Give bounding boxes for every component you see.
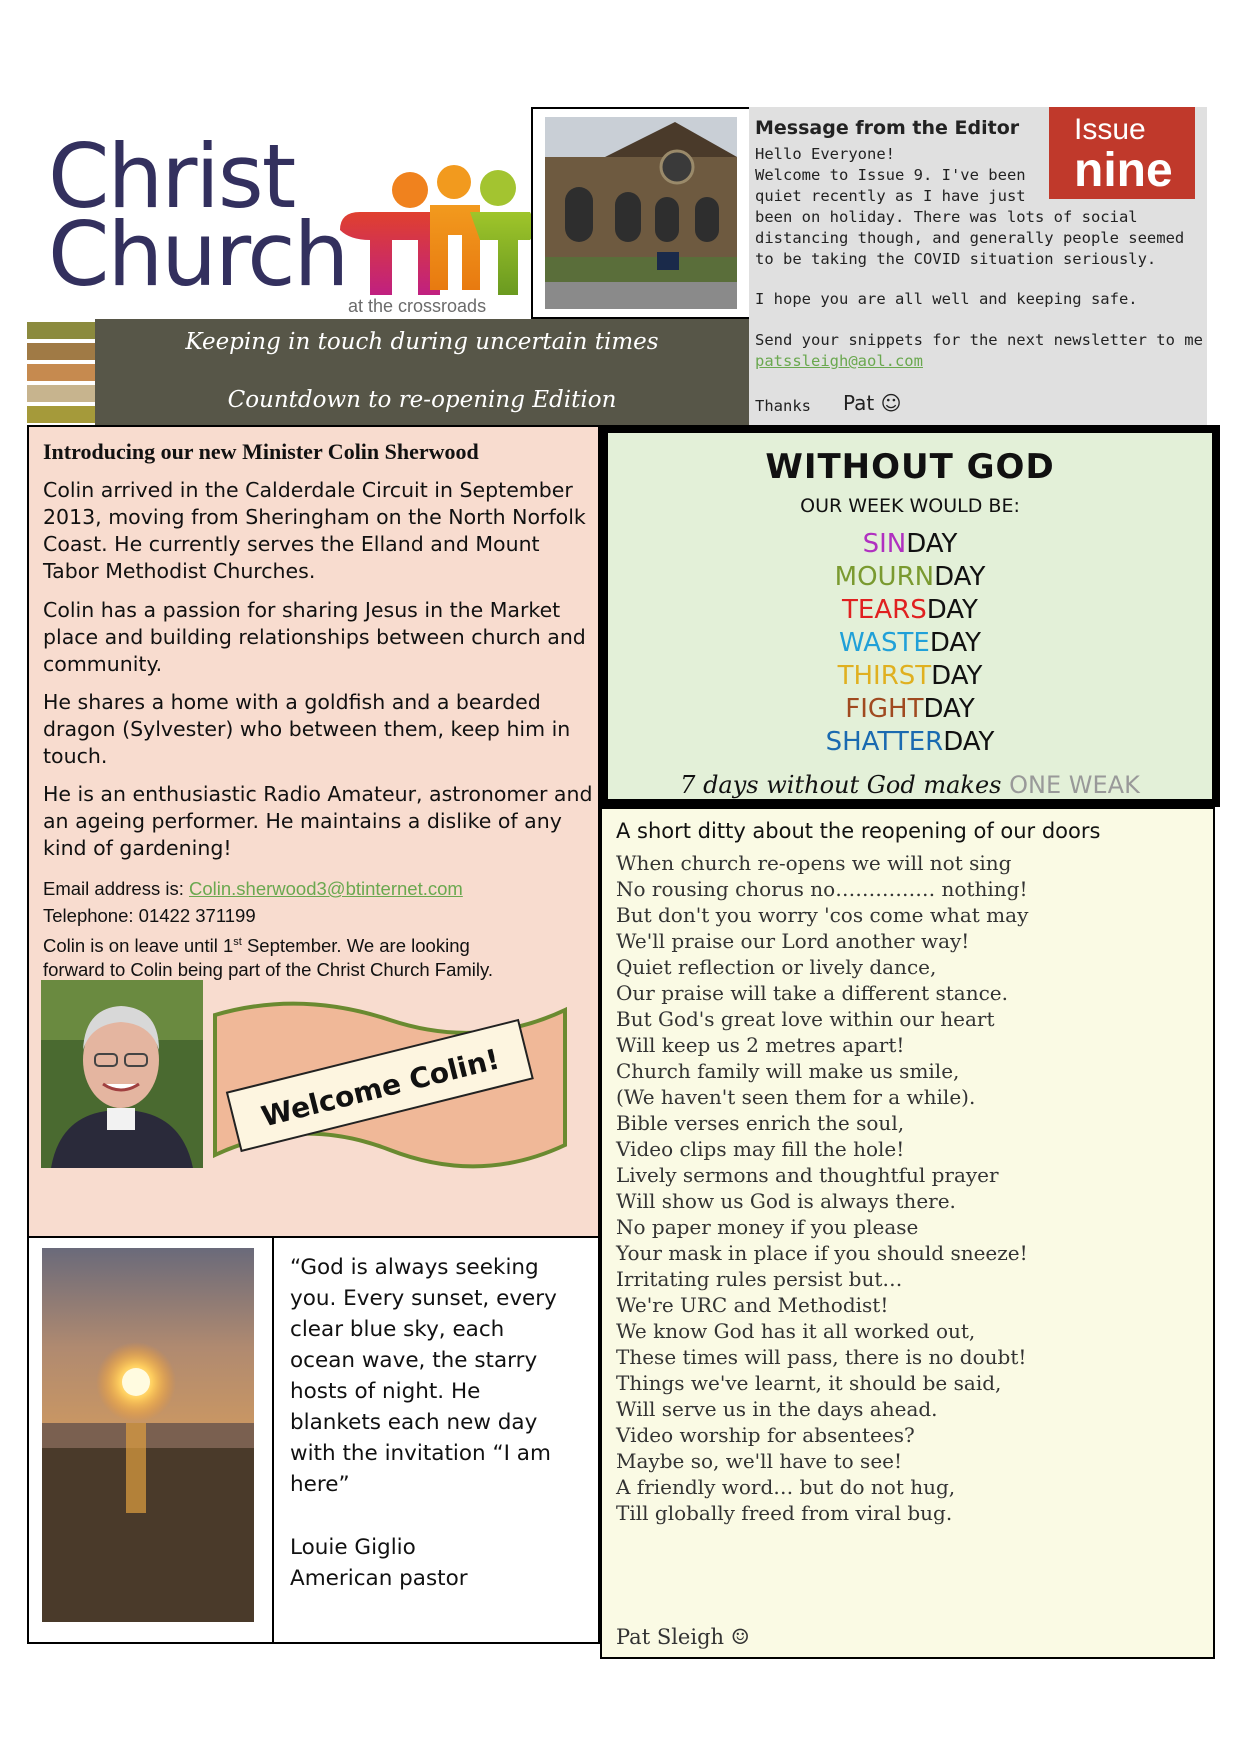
minister-telephone: Telephone: 01422 371199 bbox=[43, 905, 256, 926]
poem-signature: Pat Sleigh ☺ bbox=[616, 1625, 750, 1649]
minister-email-link[interactable]: Colin.sherwood3@btinternet.com bbox=[189, 878, 463, 899]
quote-text bbox=[290, 1252, 590, 1500]
quote-line: here” bbox=[290, 1472, 350, 1497]
quote-author: Louie Giglio bbox=[290, 1535, 416, 1560]
editor-line: to be taking the COVID situation seriously. bbox=[755, 250, 1157, 268]
quote-divider bbox=[272, 1238, 274, 1644]
editor-line: Send your snippets for the next newsletter to me bbox=[755, 331, 1203, 349]
editor-line: been on holiday. There was lots of social bbox=[755, 208, 1138, 226]
poem-title: A short ditty about the reopening of our doors bbox=[616, 819, 1101, 843]
logo-people-icon bbox=[330, 160, 540, 295]
poem-line: Till globally freed from viral bug. bbox=[616, 1501, 953, 1525]
without-god-footer: 7 days without God makes ONE WEAK bbox=[680, 771, 1140, 799]
issue-number: nine bbox=[1074, 144, 1173, 197]
editor-thanks: Thanks bbox=[755, 397, 811, 415]
issue-label: Issue bbox=[1074, 113, 1146, 146]
editor-line: Welcome to Issue 9. I've been bbox=[755, 166, 1026, 184]
editor-email-link[interactable]: patssleigh@aol.com bbox=[755, 352, 923, 370]
poem-line: Our praise will take a different stance. bbox=[616, 981, 1008, 1005]
color-swatch bbox=[27, 385, 95, 402]
logo-wordmark bbox=[48, 125, 348, 306]
minister-paragraph: He is an enthusiastic Radio Amateur, astronomer and an ageing performer. He maintains a dislike of any kind of gardening! bbox=[43, 782, 593, 860]
poem-line: Video worship for absentees? bbox=[616, 1423, 915, 1447]
poem-line: We're URC and Methodist! bbox=[616, 1293, 889, 1317]
minister-email-line bbox=[43, 875, 463, 902]
editor-signoff: Pat ☺ bbox=[843, 391, 902, 415]
editor-line: Hello Everyone! bbox=[755, 145, 895, 163]
poem-line: Quiet reflection or lively dance, bbox=[616, 955, 937, 979]
quote-line: you. Every sunset, every bbox=[290, 1286, 557, 1311]
color-swatch bbox=[27, 343, 95, 360]
edition-banner bbox=[95, 319, 749, 425]
sunset-photo bbox=[42, 1248, 254, 1622]
issue-badge bbox=[1049, 107, 1195, 199]
banner-tagline: Keeping in touch during uncertain times bbox=[185, 329, 659, 355]
church-photo bbox=[531, 107, 753, 319]
colin-portrait bbox=[41, 980, 203, 1168]
poem-line: (We haven't seen them for a while). bbox=[616, 1085, 976, 1109]
welcome-text: Welcome Colin! bbox=[258, 1042, 503, 1134]
day-line: SINDAY bbox=[862, 529, 958, 559]
color-swatch bbox=[27, 322, 95, 339]
banner-edition: Countdown to re-opening Edition bbox=[227, 387, 617, 413]
minister-leave: Colin is on leave until 1st September. We are looking bbox=[43, 935, 470, 957]
day-line: WASTEDAY bbox=[838, 628, 982, 658]
editor-line: quiet recently as I have just bbox=[755, 187, 1026, 205]
day-line: FIGHTDAY bbox=[845, 694, 975, 724]
poem-line: But God's great love within our heart bbox=[616, 1007, 995, 1031]
poem-line: We know God has it all worked out, bbox=[616, 1319, 976, 1343]
church-building-image bbox=[545, 117, 737, 309]
without-god-box bbox=[600, 425, 1220, 807]
minister-title: Introducing our new Minister Colin Sherwood bbox=[43, 439, 479, 464]
poem-line: Will show us God is always there. bbox=[616, 1189, 956, 1213]
poem-line: Irritating rules persist but… bbox=[616, 1267, 903, 1291]
poem-line: No rousing chorus no…………… nothing! bbox=[616, 877, 1028, 901]
minister-paragraph: He shares a home with a goldfish and a bearded dragon (Sylvester) who between them, keep him in touch. bbox=[43, 690, 571, 768]
poem-section bbox=[600, 807, 1215, 1659]
quote-line: with the invitation “I am bbox=[290, 1441, 551, 1466]
editor-line: distancing though, and generally people seemed bbox=[755, 229, 1185, 247]
quote-author-title: American pastor bbox=[290, 1566, 468, 1591]
poem-line: When church re-opens we will not sing bbox=[616, 851, 1012, 875]
logo-subtitle: at the crossroads bbox=[348, 296, 487, 316]
poem-line: We'll praise our Lord another way! bbox=[616, 929, 970, 953]
poem-line: Bible verses enrich the soul, bbox=[616, 1111, 905, 1135]
poem-line: Church family will make us smile, bbox=[616, 1059, 960, 1083]
quote-line: hosts of night. He bbox=[290, 1379, 481, 1404]
poem-line: These times will pass, there is no doubt! bbox=[616, 1345, 1027, 1369]
quote-line: “God is always seeking bbox=[290, 1255, 539, 1280]
quote-line: ocean wave, the starry bbox=[290, 1348, 538, 1373]
minister-paragraph: Colin arrived in the Calderdale Circuit in September 2013, moving from Sheringham on the North Norfolk Coast. He currently serves the Elland and Mount Tabor Methodist Churches. bbox=[43, 478, 586, 583]
minister-paragraph: Colin has a passion for sharing Jesus in the Market place and building relationships between church and community. bbox=[43, 598, 586, 676]
logo-line-2: Church bbox=[48, 203, 348, 306]
poem-line: Your mask in place if you should sneeze! bbox=[616, 1241, 1028, 1265]
editor-title: Message from the Editor bbox=[755, 117, 1020, 139]
day-line: MOURNDAY bbox=[834, 562, 986, 592]
day-line: THIRSTDAY bbox=[837, 661, 983, 691]
email-label: Email address is: bbox=[43, 878, 189, 899]
poem-line: Things we've learnt, it should be said, bbox=[616, 1371, 1002, 1395]
quote-line: clear blue sky, each bbox=[290, 1317, 505, 1342]
day-line: SHATTERDAY bbox=[825, 727, 995, 757]
poem-line: No paper money if you please bbox=[616, 1215, 919, 1239]
poem-line: Will keep us 2 metres apart! bbox=[616, 1033, 905, 1057]
color-swatch bbox=[27, 406, 95, 423]
quote-line: blankets each new day bbox=[290, 1410, 538, 1435]
poem-line: Lively sermons and thoughtful prayer bbox=[616, 1163, 999, 1187]
poem-line: Will serve us in the days ahead. bbox=[616, 1397, 938, 1421]
without-god-title: WITHOUT GOD bbox=[765, 447, 1055, 487]
poem-line: A friendly word… but do not hug, bbox=[616, 1475, 956, 1499]
day-line: TEARSDAY bbox=[842, 595, 978, 625]
welcome-banner bbox=[210, 995, 570, 1175]
poem-line: Video clips may fill the hole! bbox=[616, 1137, 905, 1161]
poem-line: But don't you worry 'cos come what may bbox=[616, 903, 1029, 927]
minister-leave-line2: forward to Colin being part of the Christ Church Family. bbox=[43, 959, 494, 980]
without-god-subtitle: OUR WEEK WOULD BE: bbox=[800, 495, 1020, 517]
poem-line: Maybe so, we'll have to see! bbox=[616, 1449, 903, 1473]
editor-line: I hope you are all well and keeping safe. bbox=[755, 290, 1138, 308]
color-swatch bbox=[27, 364, 95, 381]
logo-line-1: Christ bbox=[48, 125, 295, 228]
